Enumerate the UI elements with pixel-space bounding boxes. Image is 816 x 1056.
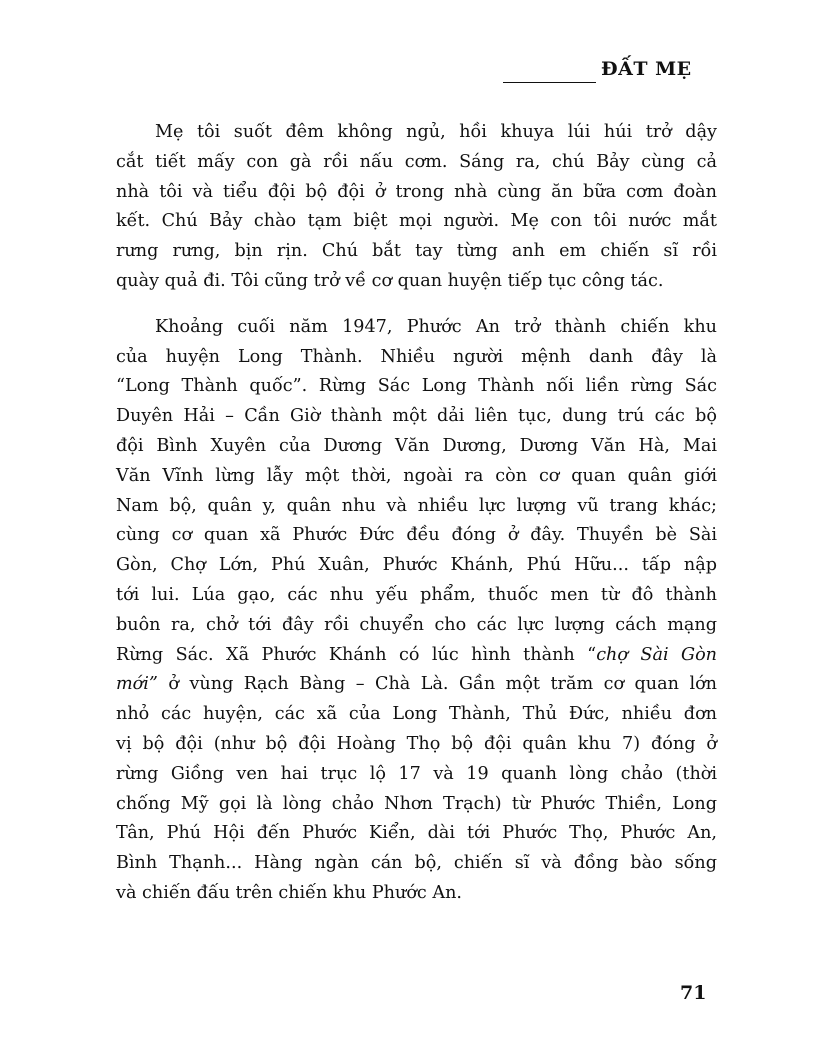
text-line	[116, 670, 717, 700]
text-line: rưng rưng, bịn rịn. Chú bắt tay từng anh em chiến sĩ rồi	[116, 241, 717, 262]
text-line: quày quả đi. Tôi cũng trở về cơ quan huyện tiếp tục công tác.	[116, 270, 664, 291]
paragraph	[116, 118, 717, 297]
text-line: nhỏ các huyện, các xã của Long Thành, Thủ Đức, nhiều đơn	[116, 704, 717, 725]
paragraph	[116, 313, 717, 909]
text-line: Gòn, Chợ Lớn, Phú Xuân, Phước Khánh, Phú Hữu... tấp nập	[116, 555, 717, 576]
text-line: Nam bộ, quân y, quân nhu và nhiều lực lượng vũ trang khác;	[116, 495, 717, 516]
text-line: nhà tôi và tiểu đội bộ đội ở trong nhà cùng ăn bữa cơm đoàn	[116, 181, 717, 202]
text-line: tới lui. Lúa gạo, các nhu yếu phẩm, thuốc men từ đô thành	[116, 584, 717, 605]
text-line: Khoảng cuối năm 1947, Phước An trở thành chiến khu	[155, 316, 717, 337]
text-line: cắt tiết mấy con gà rồi nấu cơm. Sáng ra, chú Bảy cùng cả	[116, 151, 717, 172]
text-line: Bình Thạnh... Hàng ngàn cán bộ, chiến sĩ và đồng bào sống	[116, 853, 717, 874]
header-rule	[503, 82, 596, 83]
text-line: Văn Vĩnh lừng lẫy một thời, ngoài ra còn cơ quan quân giới	[116, 465, 717, 486]
italic-text: chợ Sài Gòn	[596, 644, 718, 665]
text-line: Mẹ tôi suốt đêm không ngủ, hồi khuya lúi húi trở dậy	[155, 122, 717, 142]
italic-text: mới”	[116, 674, 158, 695]
text-line: rừng Giồng ven hai trục lộ 17 và 19 quanh lòng chảo (thời	[116, 763, 717, 784]
page-number: 71	[680, 982, 707, 1004]
text-line: Duyên Hải – Cần Giờ thành một dải liên tục, dung trú các bộ	[116, 406, 717, 427]
text-line: đội Bình Xuyên của Dương Văn Dương, Dương Văn Hà, Mai	[116, 435, 717, 456]
text-line: vị bộ đội (như bộ đội Hoàng Thọ bộ đội quân khu 7) đóng ở	[116, 733, 717, 754]
text-span: Rừng Sác. Xã Phước Khánh có lúc hình thành “	[116, 644, 597, 665]
running-header-title: ĐẤT MẸ	[601, 58, 692, 80]
text-line	[116, 641, 717, 671]
paragraph-gap	[116, 297, 717, 313]
text-line: và chiến đấu trên chiến khu Phước An.	[116, 882, 463, 903]
text-line: kết. Chú Bảy chào tạm biệt mọi người. Mẹ con tôi nước mắt	[116, 211, 717, 232]
text-line: Tân, Phú Hội đến Phước Kiển, dài tới Phước Thọ, Phước An,	[116, 823, 717, 844]
text-line: buôn ra, chở tới đây rồi chuyển cho các lực lượng cách mạng	[116, 614, 717, 635]
text-line: chống Mỹ gọi là lòng chảo Nhơn Trạch) từ Phước Thiền, Long	[116, 793, 717, 814]
text-span: ở vùng Rạch Bàng – Chà Là. Gần một trăm cơ quan lớn	[157, 674, 717, 695]
page-body	[116, 118, 717, 909]
text-line: cùng cơ quan xã Phước Đức đều đóng ở đây. Thuyền bè Sài	[116, 525, 717, 546]
text-line: của huyện Long Thành. Nhiều người mệnh danh đây là	[116, 346, 717, 367]
text-line: “Long Thành quốc”. Rừng Sác Long Thành nối liền rừng Sác	[116, 376, 717, 397]
